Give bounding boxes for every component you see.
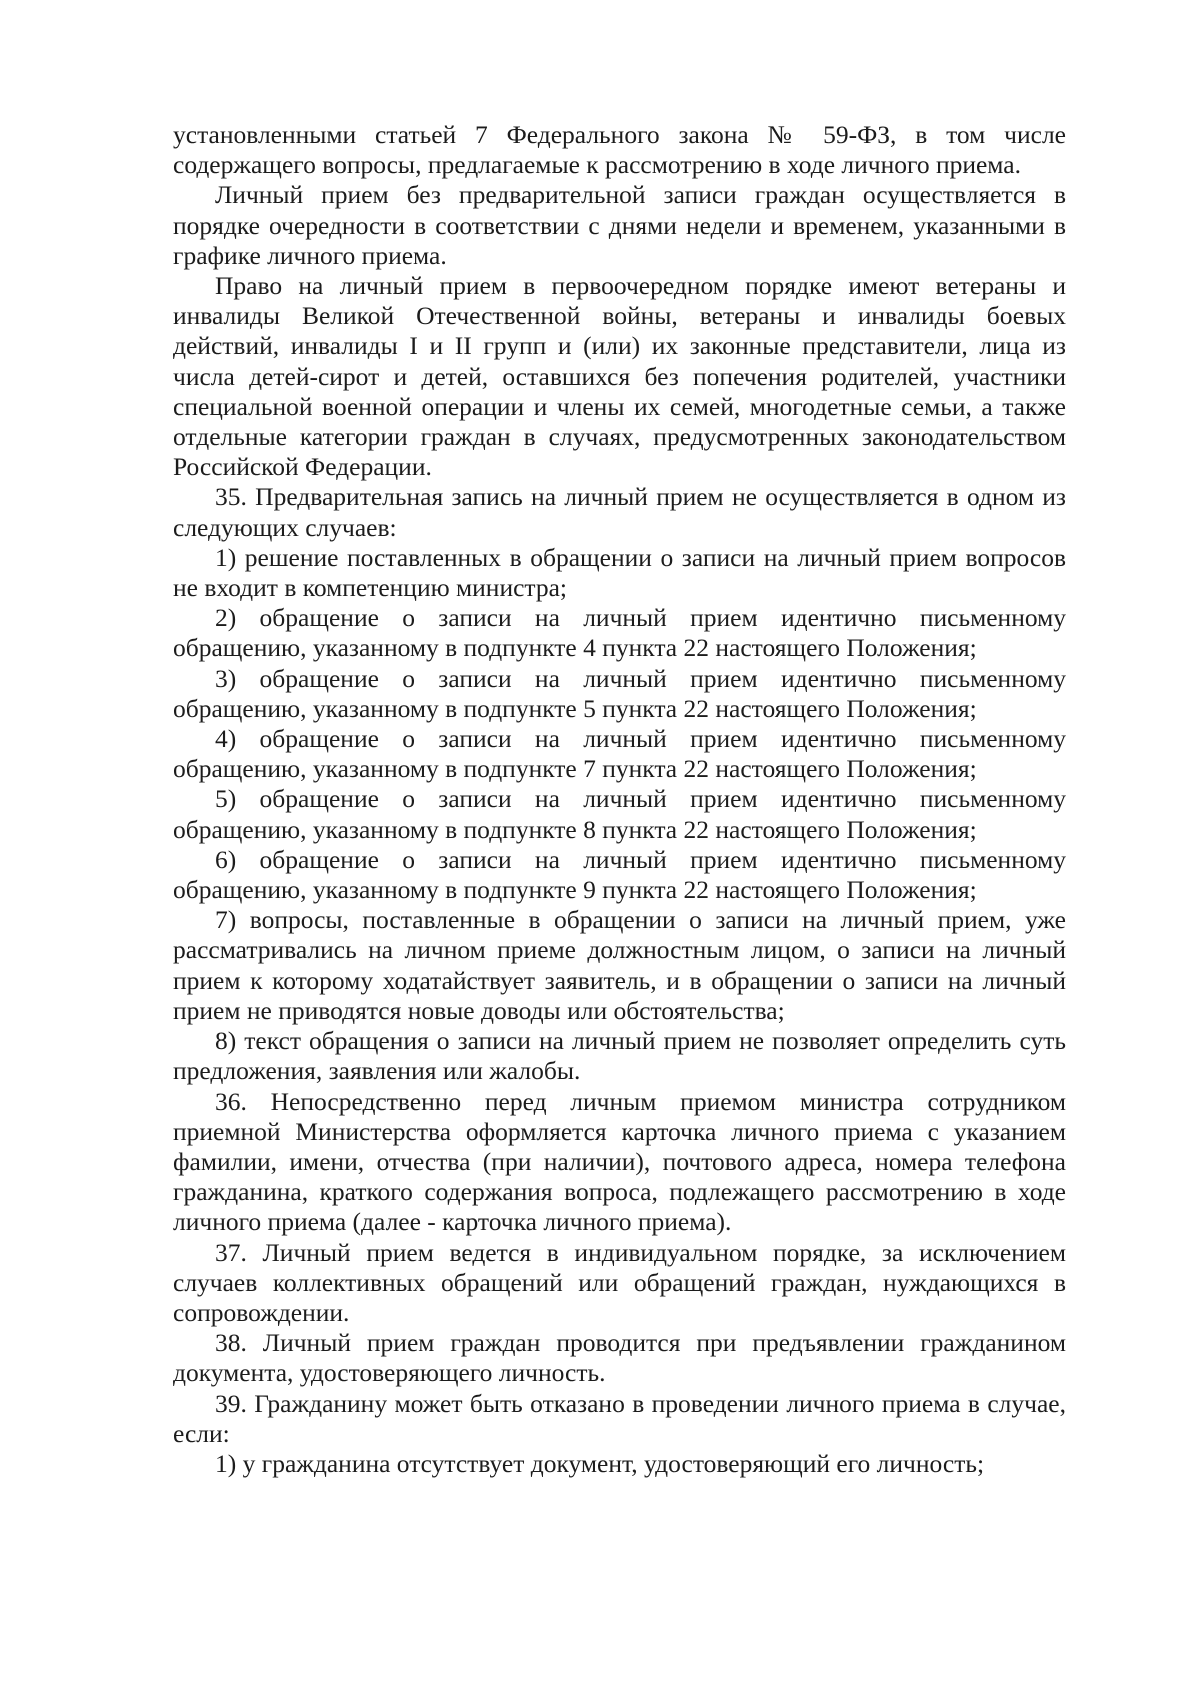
paragraph-continuation: установленными статьей 7 Федерального закона № 59-ФЗ, в том числе содержащего вопросы, предлагаемые к рассмотрению в ходе личного приема. bbox=[173, 120, 1066, 180]
paragraph-priority-right: Право на личный прием в первоочередном порядке имеют ветераны и инвалиды Великой Отечественной войны, ветераны и инвалиды боевых действий, инвалиды I и II групп и (или) их законные представители, лица из числа детей-сирот и детей, оставшихся без попечения родителей, участники специальной военной операции и члены их семей, многодетные семьи, а также отдельные категории граждан в случаях, предусмотренных законодательством Российской Федерации. bbox=[173, 271, 1066, 482]
paragraph-35-item-4: 4) обращение о записи на личный прием идентично письменному обращению, указанному в подпункте 7 пункта 22 настоящего Положения; bbox=[173, 724, 1066, 784]
paragraph-35-item-7: 7) вопросы, поставленные в обращении о записи на личный прием, уже рассматривались на личном приеме должностным лицом, о записи на личный прием к которому ходатайствует заявитель, и в обращении о записи на личный прием не приводятся новые доводы или обстоятельства; bbox=[173, 905, 1066, 1025]
paragraph-35-item-3: 3) обращение о записи на личный прием идентично письменному обращению, указанному в подпункте 5 пункта 22 настоящего Положения; bbox=[173, 663, 1066, 723]
paragraph-39: 39. Гражданину может быть отказано в проведении личного приема в случае, если: bbox=[173, 1388, 1066, 1448]
paragraph-36: 36. Непосредственно перед личным приемом министра сотрудником приемной Министерства оформляется карточка личного приема с указанием фамилии, имени, отчества (при наличии), почтового адреса, номера телефона гражданина, краткого содержания вопроса, подлежащего рассмотрению в ходе личного приема (далее - карточка личного приема). bbox=[173, 1086, 1066, 1237]
paragraph-35-item-2: 2) обращение о записи на личный прием идентично письменному обращению, указанному в подпункте 4 пункта 22 настоящего Положения; bbox=[173, 603, 1066, 663]
paragraph-38: 38. Личный прием граждан проводится при предъявлении гражданином документа, удостоверяющего личность. bbox=[173, 1328, 1066, 1388]
paragraph-35: 35. Предварительная запись на личный прием не осуществляется в одном из следующих случаев: bbox=[173, 482, 1066, 542]
paragraph-39-item-1: 1) у гражданина отсутствует документ, удостоверяющий его личность; bbox=[215, 1448, 985, 1478]
paragraph-37: 37. Личный прием ведется в индивидуальном порядке, за исключением случаев коллективных обращений или обращений граждан, нуждающихся в сопровождении. bbox=[173, 1237, 1066, 1327]
paragraph-35-item-8: 8) текст обращения о записи на личный прием не позволяет определить суть предложения, заявления или жалобы. bbox=[173, 1026, 1066, 1086]
paragraph-35-item-1: 1) решение поставленных в обращении о записи на личный прием вопросов не входит в компетенцию министра; bbox=[173, 542, 1066, 603]
paragraph-no-appointment: Личный прием без предварительной записи граждан осуществляется в порядке очередности в соответствии с днями недели и временем, указанными в графике личного приема. bbox=[173, 180, 1066, 270]
document-body bbox=[173, 120, 1066, 1479]
paragraph-35-item-6: 6) обращение о записи на личный прием идентично письменному обращению, указанному в подпункте 9 пункта 22 настоящего Положения; bbox=[173, 844, 1066, 905]
paragraph-35-item-5: 5) обращение о записи на личный прием идентично письменному обращению, указанному в подпункте 8 пункта 22 настоящего Положения; bbox=[173, 784, 1066, 844]
